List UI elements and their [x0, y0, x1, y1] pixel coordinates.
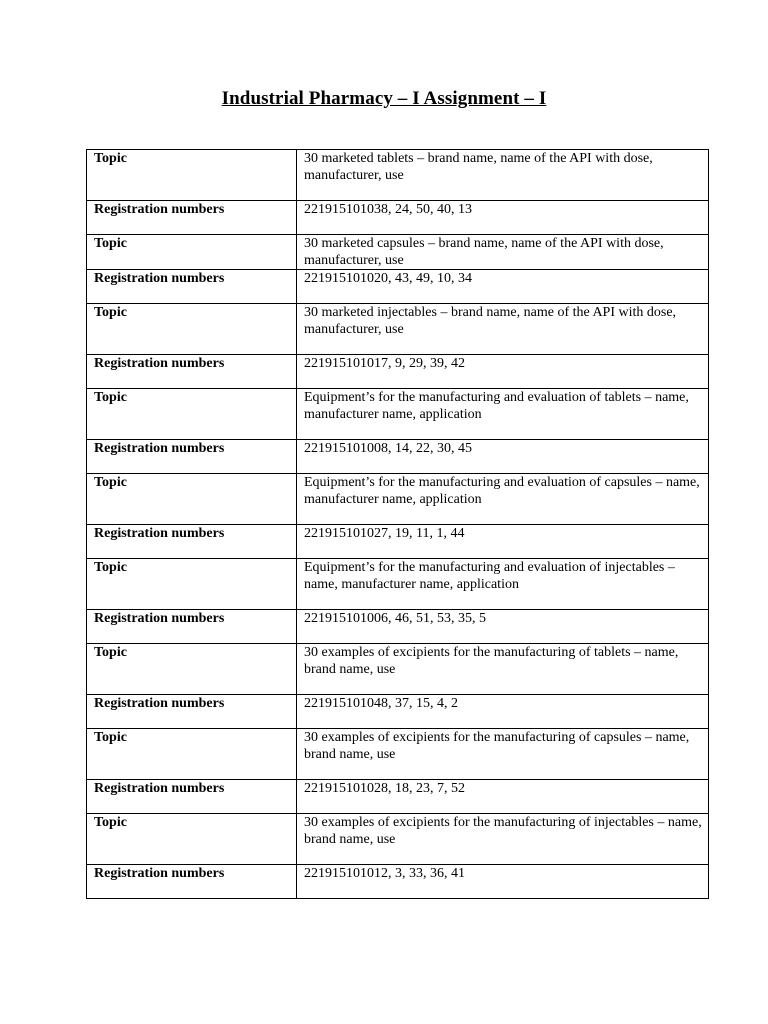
- registration-numbers-value: 221915101008, 14, 22, 30, 45: [297, 440, 709, 474]
- topic-label: Topic: [87, 474, 297, 525]
- table-row: [87, 559, 709, 610]
- topic-label: Topic: [87, 150, 297, 201]
- table-row: [87, 235, 709, 270]
- registration-numbers-value: 221915101006, 46, 51, 53, 35, 5: [297, 610, 709, 644]
- topic-value: Equipment’s for the manufacturing and evaluation of capsules – name, manufacturer name, application: [297, 474, 709, 525]
- topic-value: Equipment’s for the manufacturing and evaluation of tablets – name, manufacturer name, application: [297, 389, 709, 440]
- topic-label: Topic: [87, 235, 297, 270]
- table-row: [87, 525, 709, 559]
- registration-label: Registration numbers: [87, 610, 297, 644]
- registration-label: Registration numbers: [87, 355, 297, 389]
- topic-label: Topic: [87, 559, 297, 610]
- registration-label: Registration numbers: [87, 780, 297, 814]
- registration-label: Registration numbers: [87, 695, 297, 729]
- table-row: [87, 814, 709, 865]
- topic-label: Topic: [87, 814, 297, 865]
- table-row: [87, 780, 709, 814]
- assignment-table: [86, 149, 709, 899]
- table-row: [87, 695, 709, 729]
- topic-label: Topic: [87, 304, 297, 355]
- table-row: [87, 610, 709, 644]
- registration-numbers-value: 221915101020, 43, 49, 10, 34: [297, 270, 709, 304]
- registration-numbers-value: 221915101012, 3, 33, 36, 41: [297, 865, 709, 899]
- table-row: [87, 150, 709, 201]
- table-row: [87, 270, 709, 304]
- topic-label: Topic: [87, 729, 297, 780]
- registration-numbers-value: 221915101038, 24, 50, 40, 13: [297, 201, 709, 235]
- topic-value: 30 examples of excipients for the manufacturing of injectables – name, brand name, use: [297, 814, 709, 865]
- table-row: [87, 201, 709, 235]
- registration-label: Registration numbers: [87, 270, 297, 304]
- registration-numbers-value: 221915101048, 37, 15, 4, 2: [297, 695, 709, 729]
- table-row: [87, 644, 709, 695]
- registration-label: Registration numbers: [87, 201, 297, 235]
- table-row: [87, 389, 709, 440]
- assignment-table-body: [87, 150, 709, 899]
- topic-value: 30 examples of excipients for the manufacturing of capsules – name, brand name, use: [297, 729, 709, 780]
- topic-value: Equipment’s for the manufacturing and evaluation of injectables – name, manufacturer name, application: [297, 559, 709, 610]
- topic-value: 30 marketed capsules – brand name, name of the API with dose, manufacturer, use: [297, 235, 709, 270]
- topic-label: Topic: [87, 389, 297, 440]
- page-title: Industrial Pharmacy – I Assignment – I: [221, 88, 547, 109]
- registration-label: Registration numbers: [87, 865, 297, 899]
- registration-numbers-value: 221915101028, 18, 23, 7, 52: [297, 780, 709, 814]
- table-row: [87, 440, 709, 474]
- table-row: [87, 729, 709, 780]
- topic-value: 30 marketed injectables – brand name, name of the API with dose, manufacturer, use: [297, 304, 709, 355]
- registration-numbers-value: 221915101017, 9, 29, 39, 42: [297, 355, 709, 389]
- registration-label: Registration numbers: [87, 525, 297, 559]
- table-row: [87, 355, 709, 389]
- registration-label: Registration numbers: [87, 440, 297, 474]
- registration-numbers-value: 221915101027, 19, 11, 1, 44: [297, 525, 709, 559]
- table-row: [87, 865, 709, 899]
- topic-label: Topic: [87, 644, 297, 695]
- table-row: [87, 304, 709, 355]
- topic-value: 30 marketed tablets – brand name, name of the API with dose, manufacturer, use: [297, 150, 709, 201]
- table-row: [87, 474, 709, 525]
- topic-value: 30 examples of excipients for the manufacturing of tablets – name, brand name, use: [297, 644, 709, 695]
